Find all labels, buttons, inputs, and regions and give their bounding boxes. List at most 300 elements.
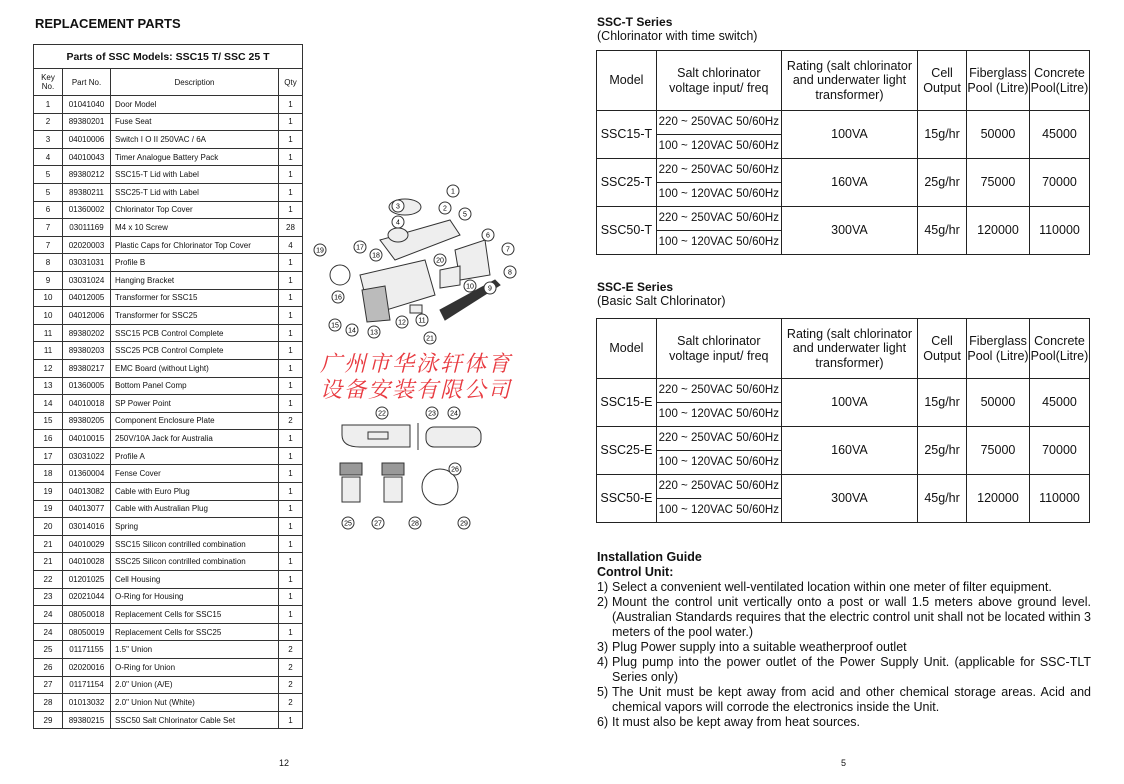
fiberglass-volume: 75000 (967, 427, 1030, 475)
cell-part-no: 03011169 (63, 219, 111, 237)
callout-number: 27 (374, 520, 382, 528)
cell-description: Fense Cover (111, 465, 279, 483)
cell-description: Component Enclosure Plate (111, 412, 279, 430)
cell-qty: 1 (279, 711, 303, 729)
cell-part-no: 04013082 (63, 483, 111, 501)
callout-number: 13 (370, 329, 378, 337)
cell-part-no: 04013077 (63, 500, 111, 518)
col-key: Key No. (34, 69, 63, 96)
header-row (597, 319, 1090, 379)
cell-key-no: 29 (34, 711, 63, 729)
cell-description: SSC50 Salt Chlorinator Cable Set (111, 711, 279, 729)
cell-key-no: 5 (34, 166, 63, 184)
voltage: 100 ~ 120VAC 50/60Hz (656, 451, 781, 475)
cell-description: M4 x 10 Screw (111, 219, 279, 237)
callout-number: 24 (450, 410, 458, 418)
cell-qty: 1 (279, 465, 303, 483)
cell-qty: 1 (279, 96, 303, 114)
cell-description: Replacement Cells for SSC15 (111, 606, 279, 624)
ssc-t-series-table (596, 50, 1090, 255)
cell-description: Spring (111, 518, 279, 536)
callout-number: 8 (508, 269, 512, 277)
rating: 300VA (781, 475, 917, 523)
cell-description: Profile B (111, 254, 279, 272)
guide-item-number: 1) (597, 580, 609, 594)
guide-item-number: 2) (597, 595, 609, 609)
cell-description: SP Power Point (111, 395, 279, 413)
col-header: Fiberglass Pool (Litre) (967, 51, 1030, 111)
cell-key-no: 8 (34, 254, 63, 272)
cell-part-no: 08050018 (63, 606, 111, 624)
callout-number: 6 (486, 232, 490, 240)
callout-number: 21 (426, 335, 434, 343)
cell-key-no: 5 (34, 183, 63, 201)
col-header: Cell Output (918, 51, 967, 111)
cell-qty: 2 (279, 412, 303, 430)
cell-part-no: 04012005 (63, 289, 111, 307)
col-header: Concrete Pool(Litre) (1029, 319, 1089, 379)
parts-row (34, 96, 303, 114)
cell-qty: 1 (279, 148, 303, 166)
cell-qty: 2 (279, 676, 303, 694)
rating: 100VA (781, 379, 917, 427)
cell-part-no: 89380212 (63, 166, 111, 184)
cell-part-no: 01360004 (63, 465, 111, 483)
model: SSC50-E (597, 475, 657, 523)
cell-key-no: 11 (34, 342, 63, 360)
col-header: Rating (salt chlorinator and underwater light transformer) (781, 319, 917, 379)
callout-number: 22 (378, 410, 386, 418)
cell-key-no: 12 (34, 359, 63, 377)
cell-part-no: 03031024 (63, 271, 111, 289)
cell-key-no: 21 (34, 553, 63, 571)
cell-description: SSC25 PCB Control Complete (111, 342, 279, 360)
col-header: Model (597, 51, 657, 111)
cell-qty: 1 (279, 359, 303, 377)
cell-qty: 1 (279, 131, 303, 149)
cell-key-no: 17 (34, 447, 63, 465)
callout-number: 9 (488, 285, 492, 293)
concrete-volume: 45000 (1029, 111, 1089, 159)
cell-key-no: 18 (34, 465, 63, 483)
cell-part-no: 89380205 (63, 412, 111, 430)
cell-output: 45g/hr (918, 475, 967, 523)
model: SSC50-T (597, 207, 657, 255)
parts-row (34, 623, 303, 641)
voltage: 100 ~ 120VAC 50/60Hz (656, 135, 781, 159)
parts-row (34, 571, 303, 589)
fiberglass-volume: 75000 (967, 159, 1030, 207)
page-heading: REPLACEMENT PARTS (35, 16, 181, 31)
voltage: 220 ~ 250VAC 50/60Hz (656, 379, 781, 403)
cell-qty: 1 (279, 447, 303, 465)
cell-qty: 1 (279, 500, 303, 518)
cell-description: Chlorinator Top Cover (111, 201, 279, 219)
cell-part-no: 04010028 (63, 553, 111, 571)
cell-part-no: 04012006 (63, 307, 111, 325)
guide-item-text: It must also be kept away from heat sources. (612, 715, 861, 729)
guide-item-text: Mount the control unit vertically onto a post or wall 1.5 meters above ground level.(Australian Standards requires that the electric control unit shall not be located within 3 meters of the pool water.) (612, 595, 1091, 639)
voltage: 100 ~ 120VAC 50/60Hz (656, 403, 781, 427)
cell-key-no: 23 (34, 588, 63, 606)
callout-number: 2 (443, 205, 447, 213)
cell-description: 2.0" Union Nut (White) (111, 694, 279, 712)
model-row (597, 159, 1090, 183)
rating: 100VA (781, 111, 917, 159)
concrete-volume: 110000 (1029, 475, 1089, 523)
cell-description: Transformer for SSC25 (111, 307, 279, 325)
series-subtitle: (Chlorinator with time switch) (597, 29, 758, 43)
guide-item (597, 655, 1091, 685)
parts-row (34, 342, 303, 360)
parts-table (33, 44, 303, 729)
parts-row (34, 219, 303, 237)
col-header: Cell Output (918, 319, 967, 379)
parts-row (34, 676, 303, 694)
cell-key-no: 9 (34, 271, 63, 289)
parts-row (34, 465, 303, 483)
cell-key-no: 7 (34, 236, 63, 254)
parts-row (34, 359, 303, 377)
parts-row (34, 500, 303, 518)
cell-output: 25g/hr (918, 427, 967, 475)
callout-number: 11 (418, 317, 426, 325)
cell-description: O-Ring for Housing (111, 588, 279, 606)
watermark: 广州市华泳轩体育设备安装有限公司 (320, 352, 513, 403)
cell-description: Timer Analogue Battery Pack (111, 148, 279, 166)
cell-qty: 1 (279, 113, 303, 131)
cell-key-no: 13 (34, 377, 63, 395)
guide-item-text: The Unit must be kept away from acid and other chemical storage areas. Acid and chemical vapors will corrode the electronics inside the Unit. (612, 685, 1091, 714)
cell-part-no: 04010029 (63, 535, 111, 553)
control-unit-exploded-diagram (310, 180, 530, 350)
rating: 300VA (781, 207, 917, 255)
callout-number: 20 (436, 257, 444, 265)
cell-description: Cable with Australian Plug (111, 500, 279, 518)
cell-qty: 1 (279, 588, 303, 606)
cell-qty: 1 (279, 201, 303, 219)
cell-part-no: 04010018 (63, 395, 111, 413)
guide-item-number: 6) (597, 715, 609, 729)
cell-qty: 1 (279, 289, 303, 307)
cell-part-no: 03014016 (63, 518, 111, 536)
parts-row (34, 535, 303, 553)
parts-row (34, 324, 303, 342)
cell-key-no: 21 (34, 535, 63, 553)
cell-description: Cell Housing (111, 571, 279, 589)
parts-row (34, 659, 303, 677)
callout-number: 14 (348, 327, 356, 335)
cell-key-no: 16 (34, 430, 63, 448)
cell-description: SSC15-T Lid with Label (111, 166, 279, 184)
col-qty: Qty (279, 69, 303, 96)
cell-part-no: 01013032 (63, 694, 111, 712)
guide-item-text: Plug Power supply into a suitable weatherproof outlet (612, 640, 907, 654)
model-row (597, 379, 1090, 403)
cell-part-no: 01171155 (63, 641, 111, 659)
parts-row (34, 694, 303, 712)
col-header: Salt chlorinator voltage input/ freq (656, 319, 781, 379)
guide-item-number: 5) (597, 685, 609, 699)
page-number-left: 12 (279, 758, 290, 768)
cell-key-no: 26 (34, 659, 63, 677)
callout-number: 18 (372, 252, 380, 260)
parts-row (34, 430, 303, 448)
cell-key-no: 22 (34, 571, 63, 589)
col-header: Salt chlorinator voltage input/ freq (656, 51, 781, 111)
callout-number: 16 (334, 294, 342, 302)
callout-number: 26 (451, 466, 459, 474)
callout-number: 3 (396, 203, 400, 211)
guide-item (597, 580, 1091, 595)
cell-key-no: 7 (34, 219, 63, 237)
cell-key-no: 1 (34, 96, 63, 114)
callout-number: 28 (411, 520, 419, 528)
cell-part-no: 04010043 (63, 148, 111, 166)
parts-row (34, 254, 303, 272)
cell-description: EMC Board (without Light) (111, 359, 279, 377)
cell-key-no: 19 (34, 500, 63, 518)
series-title: SSC-T Series (597, 15, 673, 29)
cell-description: 2.0" Union (A/E) (111, 676, 279, 694)
cell-description: SSC25-T Lid with Label (111, 183, 279, 201)
cell-key-no: 2 (34, 113, 63, 131)
model: SSC15-E (597, 379, 657, 427)
parts-row (34, 606, 303, 624)
cell-part-no: 01041040 (63, 96, 111, 114)
cell-output: 15g/hr (918, 379, 967, 427)
cell-qty: 1 (279, 483, 303, 501)
cell-qty: 2 (279, 641, 303, 659)
cell-description: SSC25 Silicon contrilled combination (111, 553, 279, 571)
rating: 160VA (781, 427, 917, 475)
parts-row (34, 588, 303, 606)
cell-description: Plastic Caps for Chlorinator Top Cover (111, 236, 279, 254)
parts-row (34, 377, 303, 395)
cell-part-no: 89380201 (63, 113, 111, 131)
parts-row (34, 412, 303, 430)
cell-key-no: 3 (34, 131, 63, 149)
cell-qty: 1 (279, 271, 303, 289)
cell-key-no: 24 (34, 623, 63, 641)
cell-part-no: 02021044 (63, 588, 111, 606)
model: SSC25-T (597, 159, 657, 207)
callout-number: 17 (356, 244, 364, 252)
cell-part-no: 02020016 (63, 659, 111, 677)
cell-key-no: 14 (34, 395, 63, 413)
cell-qty: 1 (279, 535, 303, 553)
cell-description: Replacement Cells for SSC25 (111, 623, 279, 641)
cell-qty: 1 (279, 395, 303, 413)
cell-description: O-Ring for Union (111, 659, 279, 677)
voltage: 220 ~ 250VAC 50/60Hz (656, 159, 781, 183)
parts-row (34, 113, 303, 131)
cell-description: Switch I O II 250VAC / 6A (111, 131, 279, 149)
cell-qty: 1 (279, 518, 303, 536)
fiberglass-volume: 120000 (967, 475, 1030, 523)
cell-qty: 1 (279, 254, 303, 272)
concrete-volume: 110000 (1029, 207, 1089, 255)
voltage: 220 ~ 250VAC 50/60Hz (656, 207, 781, 231)
cell-part-no: 01360002 (63, 201, 111, 219)
guide-item-text: Plug pump into the power outlet of the Power Supply Unit. (applicable for SSC-TLT Series only) (612, 655, 1091, 684)
header-row (597, 51, 1090, 111)
cell-part-no: 89380203 (63, 342, 111, 360)
cell-output: 45g/hr (918, 207, 967, 255)
cell-qty: 1 (279, 606, 303, 624)
cell-key-no: 24 (34, 606, 63, 624)
cell-part-no: 89380202 (63, 324, 111, 342)
cell-key-no: 10 (34, 289, 63, 307)
voltage: 100 ~ 120VAC 50/60Hz (656, 499, 781, 523)
parts-row (34, 148, 303, 166)
callout-number: 4 (396, 219, 400, 227)
callout-number: 10 (466, 283, 474, 291)
cell-key-no: 4 (34, 148, 63, 166)
concrete-volume: 70000 (1029, 159, 1089, 207)
cell-description: SSC15 PCB Control Complete (111, 324, 279, 342)
model: SSC15-T (597, 111, 657, 159)
parts-row (34, 711, 303, 729)
cell-description: 1.5" Union (111, 641, 279, 659)
guide-subtitle: Control Unit: (597, 565, 674, 579)
voltage: 220 ~ 250VAC 50/60Hz (656, 475, 781, 499)
cell-part-no: 04010006 (63, 131, 111, 149)
ssc-e-series-table (596, 318, 1090, 523)
cell-output: 25g/hr (918, 159, 967, 207)
cell-key-no: 6 (34, 201, 63, 219)
cell-key-no: 27 (34, 676, 63, 694)
series-subtitle: (Basic Salt Chlorinator) (597, 294, 726, 308)
concrete-volume: 70000 (1029, 427, 1089, 475)
col-header: Model (597, 319, 657, 379)
parts-row (34, 131, 303, 149)
cell-part-no: 01201025 (63, 571, 111, 589)
callout-number: 29 (460, 520, 468, 528)
callout-number: 1 (451, 188, 455, 196)
cell-qty: 1 (279, 324, 303, 342)
cell-key-no: 28 (34, 694, 63, 712)
installation-guide (597, 550, 1091, 730)
cell-qty: 1 (279, 430, 303, 448)
cell-description: Bottom Panel Comp (111, 377, 279, 395)
cell-qty: 1 (279, 307, 303, 325)
fiberglass-volume: 50000 (967, 111, 1030, 159)
guide-item-text: Select a convenient well-ventilated location within one meter of filter equipment. (612, 580, 1052, 594)
rating: 160VA (781, 159, 917, 207)
callout-number: 23 (428, 410, 436, 418)
model-row (597, 207, 1090, 231)
cell-part-no: 03031031 (63, 254, 111, 272)
cell-part-no: 08050019 (63, 623, 111, 641)
parts-row (34, 395, 303, 413)
cell-part-no: 03031022 (63, 447, 111, 465)
model-row (597, 111, 1090, 135)
cell-part-no: 89380215 (63, 711, 111, 729)
col-header: Rating (salt chlorinator and underwater light transformer) (781, 51, 917, 111)
cell-part-no: 89380211 (63, 183, 111, 201)
cell-description: Transformer for SSC15 (111, 289, 279, 307)
cell-key-no: 25 (34, 641, 63, 659)
cell-description: Profile A (111, 447, 279, 465)
cell-qty: 1 (279, 623, 303, 641)
col-header: Concrete Pool(Litre) (1029, 51, 1089, 111)
voltage: 220 ~ 250VAC 50/60Hz (656, 427, 781, 451)
cell-part-no: 01360005 (63, 377, 111, 395)
concrete-volume: 45000 (1029, 379, 1089, 427)
parts-row (34, 166, 303, 184)
parts-row (34, 183, 303, 201)
cell-qty: 1 (279, 183, 303, 201)
model-row (597, 427, 1090, 451)
cell-output: 15g/hr (918, 111, 967, 159)
cell-qty: 1 (279, 377, 303, 395)
parts-row (34, 553, 303, 571)
voltage: 100 ~ 120VAC 50/60Hz (656, 231, 781, 255)
parts-row (34, 518, 303, 536)
callout-number: 12 (398, 319, 406, 327)
page-number-right: 5 (841, 758, 847, 768)
parts-row (34, 483, 303, 501)
col-part-no: Part No. (63, 69, 111, 96)
parts-row (34, 201, 303, 219)
series-title: SSC-E Series (597, 280, 674, 294)
guide-item-number: 4) (597, 655, 609, 669)
cell-qty: 1 (279, 342, 303, 360)
parts-row (34, 289, 303, 307)
callout-number: 19 (316, 247, 324, 255)
cell-description: 250V/10A Jack for Australia (111, 430, 279, 448)
guide-item-number: 3) (597, 640, 609, 654)
guide-item (597, 715, 1091, 730)
cell-key-no: 19 (34, 483, 63, 501)
callout-number: 5 (463, 211, 467, 219)
cell-qty: 1 (279, 571, 303, 589)
cell-key-no: 11 (34, 324, 63, 342)
cell-part-no: 01171154 (63, 676, 111, 694)
parts-table-title: Parts of SSC Models: SSC15 T/ SSC 25 T (34, 45, 303, 69)
col-description: Description (111, 69, 279, 96)
guide-item (597, 595, 1091, 640)
callout-number: 15 (331, 322, 339, 330)
cell-key-no: 15 (34, 412, 63, 430)
cell-qty: 2 (279, 659, 303, 677)
model: SSC25-E (597, 427, 657, 475)
callout-number: 25 (344, 520, 352, 528)
cell-part-no: 02020003 (63, 236, 111, 254)
col-header: Fiberglass Pool (Litre) (967, 319, 1030, 379)
guide-item (597, 640, 1091, 655)
parts-row (34, 271, 303, 289)
parts-row (34, 447, 303, 465)
cell-qty: 4 (279, 236, 303, 254)
cell-description: Cable with Euro Plug (111, 483, 279, 501)
cell-description: Hanging Bracket (111, 271, 279, 289)
cell-key-no: 20 (34, 518, 63, 536)
cell-part-no: 04010015 (63, 430, 111, 448)
parts-row (34, 236, 303, 254)
cell-description: Fuse Seat (111, 113, 279, 131)
callout-number: 7 (506, 246, 510, 254)
cell-part-no: 89380217 (63, 359, 111, 377)
cell-description: Door Model (111, 96, 279, 114)
fiberglass-volume: 120000 (967, 207, 1030, 255)
voltage: 220 ~ 250VAC 50/60Hz (656, 111, 781, 135)
guide-title: Installation Guide (597, 550, 702, 564)
voltage: 100 ~ 120VAC 50/60Hz (656, 183, 781, 207)
cell-qty: 1 (279, 553, 303, 571)
guide-item (597, 685, 1091, 715)
